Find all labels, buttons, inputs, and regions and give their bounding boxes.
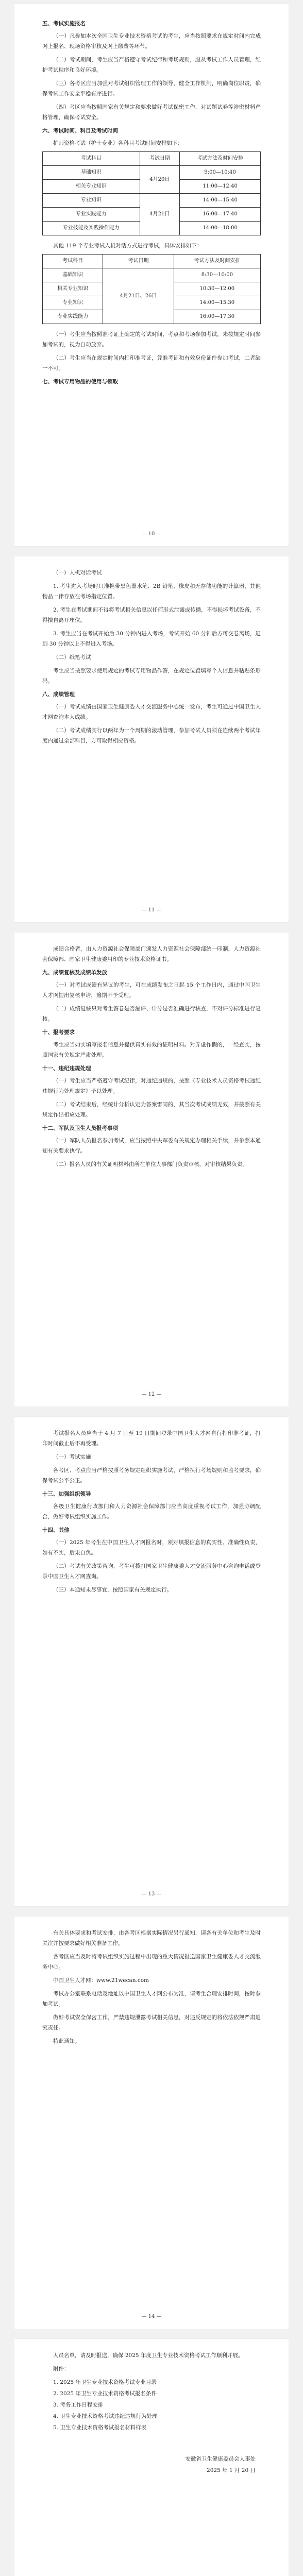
attachment-item: 2. 2025 年卫生专业技术资格考试报名条件 [53,2391,157,2397]
paragraph: 1. 考生进入考场时只准携带黑色墨水笔、2B 铅笔、橡皮和无存储功能的计算器，其他物品一律存放在考场指定位置。 [42,583,261,600]
section-heading: 十、报考要求 [42,1029,75,1036]
paragraph: 做好考试安全保密工作，严禁违规泄露考试相关信息，对违反规定的将依法依规严肃追究责任。 [42,2014,261,2031]
table-cell: 14:00—15:40 [180,194,261,208]
paragraph: 3. 考生应当在考试开始后 30 分钟内进入考场，考试开始 60 分钟后方可交卷离场，迟到 30 分钟以上不得进入考场。 [42,631,261,647]
document-page-2 [14,556,289,922]
table-header-cell: 考试日期 [103,255,174,268]
paragraph: 考生应当如实填写报名信息并提供真实有效的证明材料。对弄虚作假的，一经查实，按照国家有关规定严肃处理。 [42,1042,261,1058]
page-number: — 12 — [141,1392,162,1397]
paragraph: （一）考生应当严格遵守考试纪律，对违纪违规的，按照《专业技术人员资格考试违纪违规行为处理规定》予以处理。 [42,1078,261,1094]
table-cell: 10:30—12:00 [174,282,260,296]
table-header-cell: 考试方法及时间安排 [174,255,260,268]
table-cell: 9:00—10:40 [180,166,261,180]
issue-date: 2025 年 1 月 20 日 [207,2467,256,2473]
paragraph: 中国卫生人才网：www.21wecan.com [53,1977,149,1984]
table-cell: 基础知识 [43,268,103,282]
table-cell: 4月21日、26日 [103,268,174,324]
paragraph: 考试报名人员应当于 4 月 7 日至 19 日期间登录中国卫生人才网自行打印准考证，打印时间截止后不再受理。 [42,1430,261,1447]
table-row [43,194,261,208]
table-header-cell: 考试日期 [140,152,180,166]
table-header-row [43,152,261,166]
paragraph: 人员名单，请及时报送，确保 2025 年度卫生专业技术资格考试工作顺利开展。 [53,2352,244,2359]
table-cell: 专业实践能力 [43,208,140,222]
paragraph: （一）凡参加本次全国卫生专业技术资格考试的考生，应当按照要求在规定时间内完成网上报名、现场资格审核及网上缴费等环节。 [42,33,261,49]
paragraph: 有关具体要求和考试安排，由各考区根据实际情况另行通知，请各有关单位和考生及时关注并按要求做好相关准备工作。 [42,1930,261,1946]
table-cell: 4月21日 [140,194,180,235]
table-header-row [43,255,261,268]
paragraph: （一）考生应当按照准考证上确定的考试时间、考点和考场参加考试，未按规定时间参加考试的，视为自动放弃。 [42,331,261,348]
document-page-1 [14,4,289,546]
table-cell: 4月20日 [140,166,180,194]
section-heading: 十二、军队及卫生人员报考事项 [42,1125,118,1131]
table-cell: 相关专业知识 [43,180,140,194]
document-page-6 [14,2339,289,2576]
section-heading: 六、考试时间、科目及考试时间 [42,128,118,134]
section-heading: 五、考试实施报名 [42,21,86,27]
table-cell: 专业实践能力 [43,310,103,324]
paragraph: （二）考试期间，考生应当严格遵守考试纪律和考场规则，服从考试工作人员管理，维护考试秩序和良好环境。 [42,57,261,73]
paragraph: （二）考试结束后，经统计分析认定为答案雷同的，其当次考试成绩无效，并按照有关规定作出相应处理。 [42,1101,261,1118]
table-cell: 16:00—17:30 [174,310,260,324]
section-heading: 九、成绩复核及成绩单发放 [42,970,107,976]
paragraph: （二）纸笔考试 [53,654,91,660]
page-number: — 14 — [141,2314,162,2319]
paragraph: （二）报名人员的有关证明材料由所在单位人事部门负责审核，对审核结果负责。 [53,1161,248,1167]
table-cell: 11:00—12:40 [180,180,261,194]
paragraph: （二）考试有关政策咨询，考生可拨打国家卫生健康委人才交流服务中心咨询电话或登录中国卫生人才网查询。 [42,1563,261,1580]
paragraph: （三）各考区应当加强对考试组织管理工作的领导，健全工作机制，明确岗位职责，确保考试工作安全平稳有序进行。 [42,80,261,97]
paragraph: （一）考试成绩由国家卫生健康委人才交流服务中心统一发布，考生可通过中国卫生人才网查询本人成绩。 [42,704,261,720]
section-heading: 七、考试专用物品的使用与领取 [42,379,118,385]
table-cell: 8:30—10:00 [174,268,260,282]
page-number: — 10 — [141,531,162,537]
paragraph: 特此通知。 [53,2038,80,2044]
paragraph: 其他 119 个专业考试人机对话方式进行考试，具体安排如下： [53,243,203,249]
table-cell: 专业技能及实践操作能力 [43,222,140,235]
paragraph: 各级卫生健康行政部门和人力资源社会保障部门应当高度重视考试工作，加强协调配合，做好考试组织实施工作。 [42,1503,261,1520]
section-heading: 十一、违纪违规处理 [42,1065,91,1072]
paragraph: （一）考试实施 [53,1454,91,1460]
paragraph: 考生应当按照要求使用规定的考试专用物品作答，在规定位置填写个人信息并粘贴条形码。 [42,668,261,684]
table-header-cell: 考试方法及时间安排 [180,152,261,166]
paragraph: （二）考生应当在规定时间内打印准考证，凭准考证和有效身份证件参加考试，二者缺一不可。 [42,355,261,371]
paragraph: （二）考试成绩实行以两年为一个周期的滚动管理，参加考试人员须在连续两个考试年度内通过全部科目，方可取得相应资格。 [42,727,261,744]
attachments-label: 附件： [53,2366,70,2372]
attachment-item: 5. 卫生专业技术资格考试报名材料样表 [53,2425,147,2431]
table-cell: 专业知识 [43,194,140,208]
attachment-item: 3. 考务工作日程安排 [53,2402,104,2408]
paragraph: 2. 考生在考试期间不得将考试相关信息以任何形式泄露或传播，不得损坏考试设备，不得擅自离开座位。 [42,607,261,623]
page-number: — 13 — [141,1891,162,1897]
table-cell: 相关专业知识 [43,282,103,296]
section-heading: 八、成绩管理 [42,691,75,698]
document-page-3 [14,933,289,1406]
paragraph: （三）本通知未尽事宜，按照国家有关规定执行。 [53,1587,172,1593]
table-cell: 14:00—15:30 [174,296,260,310]
table-cell: 14:00—18:00 [180,222,261,235]
paragraph: （一）人机对话考试 [53,570,102,576]
paragraph: （一）2025 年考生在中国卫生人才网报名时，须对填报信息的真实性、准确性负责，如有不实，后果自负。 [42,1539,261,1556]
table-cell: 专业知识 [43,296,103,310]
table-row [43,166,261,180]
paragraph: 各考区、考点应当严格按照考务规定组织实施考试，严格执行考场规则和监考要求，确保考试公平公正。 [42,1467,261,1484]
exam-schedule-table-2 [42,254,261,324]
paragraph: （四）考区应当按照国家有关规定和要求做好考试保密工作，对试题试卷等涉密材料严格管理，确保考试安全。 [42,104,261,121]
exam-schedule-table-1 [42,151,261,235]
paragraph: 护师资格考试（护士专业）各科目考试时间安排如下： [53,140,183,146]
document-page-5 [14,1917,289,2329]
issuing-organization: 安徽省卫生健康委员会人事处 [185,2456,256,2462]
paragraph: 成绩合格者，由人力资源社会保障部门颁发人力资源社会保障部统一印制，人力资源社会保障部、国家卫生健康委用印的专业技术资格证书。 [42,946,261,962]
page-number: — 11 — [141,907,162,913]
document-page-4 [14,1417,289,1906]
paragraph: （一）对考试成绩有异议的考生，可在成绩发布之日起 15 个工作日内，通过中国卫生人才网提出复核申请，逾期不予受理。 [42,982,261,998]
paragraph: （二）成绩复核只对考生答卷是否漏评、计分是否准确进行核查，不对评分标准进行复核。 [42,1006,261,1022]
attachment-item: 4. 卫生专业技术资格考试违纪违规行为处理 [53,2413,158,2419]
table-cell: 16:00—17:40 [180,208,261,222]
table-cell: 基础知识 [43,166,140,180]
paragraph: （一）军队人员报名参加考试，应当按照中央军委有关规定办理相关手续，并参照本通知有关要求执行。 [42,1138,261,1154]
paragraph: 各考区应当及时将考试组织实施过程中出现的重大情况报送国家卫生健康委人才交流服务中心。 [42,1954,261,1970]
table-row [43,268,261,282]
table-header-cell: 考试科目 [43,152,140,166]
section-heading: 十三、加强组织领导 [42,1491,91,1497]
attachment-item: 1. 2025 年卫生专业技术资格考试专业目录 [53,2379,157,2385]
paragraph: 考试办公室联系电话及地址以中国卫生人才网公布为准，请考生合理安排时间，按时参加考试。 [42,1991,261,2007]
signature-block [42,2453,256,2476]
section-heading: 十四、其他 [42,1527,70,1533]
table-header-cell: 考试科目 [43,255,103,268]
